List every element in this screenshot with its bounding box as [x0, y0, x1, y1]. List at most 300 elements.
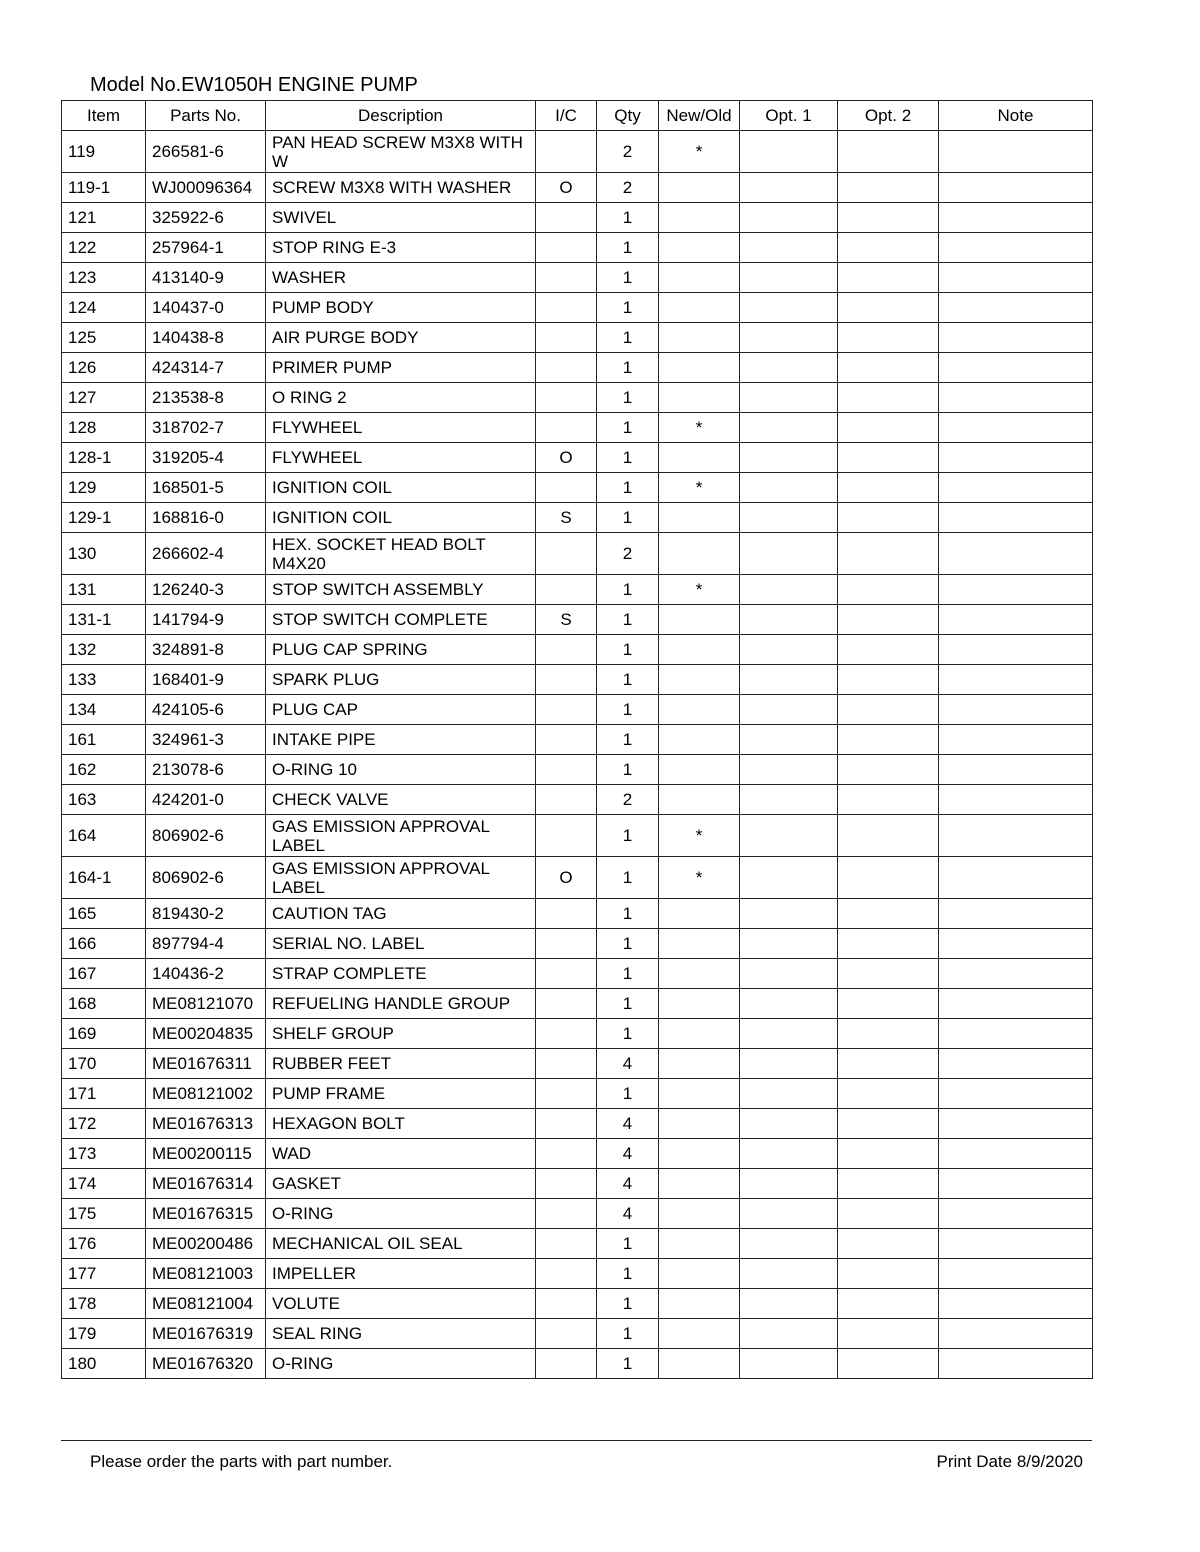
cell-description: IGNITION COIL — [266, 503, 536, 533]
cell-item: 131 — [62, 575, 146, 605]
cell-note — [939, 1169, 1093, 1199]
column-header-new-old: New/Old — [659, 101, 740, 131]
cell-description: O RING 2 — [266, 383, 536, 413]
cell-opt-1 — [740, 1109, 838, 1139]
column-header-description: Description — [266, 101, 536, 131]
cell-opt-1 — [740, 1169, 838, 1199]
cell-opt-1 — [740, 263, 838, 293]
cell-qty: 1 — [597, 857, 659, 899]
cell-opt-2 — [838, 1019, 939, 1049]
cell-opt-1 — [740, 635, 838, 665]
table-row — [62, 575, 1093, 605]
cell-opt-2 — [838, 383, 939, 413]
table-row — [62, 1049, 1093, 1079]
cell-parts-no: WJ00096364 — [146, 173, 266, 203]
cell-qty: 1 — [597, 1259, 659, 1289]
cell-new-old — [659, 1259, 740, 1289]
table-row — [62, 533, 1093, 575]
cell-opt-1 — [740, 173, 838, 203]
cell-opt-2 — [838, 989, 939, 1019]
cell-new-old — [659, 383, 740, 413]
parts-table-body — [62, 131, 1093, 1379]
table-row — [62, 413, 1093, 443]
cell-new-old — [659, 1289, 740, 1319]
cell-ic — [536, 1169, 597, 1199]
table-row — [62, 899, 1093, 929]
cell-opt-1 — [740, 533, 838, 575]
cell-parts-no: ME01676320 — [146, 1349, 266, 1379]
column-header-opt-2: Opt. 2 — [838, 101, 939, 131]
cell-note — [939, 725, 1093, 755]
cell-item: 170 — [62, 1049, 146, 1079]
cell-parts-no: 424105-6 — [146, 695, 266, 725]
cell-opt-2 — [838, 533, 939, 575]
cell-parts-no: ME08121004 — [146, 1289, 266, 1319]
cell-opt-1 — [740, 323, 838, 353]
cell-opt-1 — [740, 233, 838, 263]
table-row — [62, 1289, 1093, 1319]
cell-parts-no: 318702-7 — [146, 413, 266, 443]
cell-ic — [536, 1109, 597, 1139]
cell-description: PUMP BODY — [266, 293, 536, 323]
cell-ic — [536, 899, 597, 929]
cell-ic — [536, 1319, 597, 1349]
cell-new-old — [659, 1049, 740, 1079]
cell-qty: 1 — [597, 725, 659, 755]
cell-note — [939, 1139, 1093, 1169]
cell-parts-no: 319205-4 — [146, 443, 266, 473]
cell-parts-no: 806902-6 — [146, 815, 266, 857]
cell-parts-no: 168816-0 — [146, 503, 266, 533]
cell-new-old — [659, 959, 740, 989]
cell-description: FLYWHEEL — [266, 443, 536, 473]
cell-opt-1 — [740, 353, 838, 383]
cell-qty: 1 — [597, 443, 659, 473]
table-row — [62, 755, 1093, 785]
cell-parts-no: ME08121070 — [146, 989, 266, 1019]
cell-new-old: * — [659, 131, 740, 173]
cell-description: PLUG CAP SPRING — [266, 635, 536, 665]
cell-new-old — [659, 665, 740, 695]
cell-opt-2 — [838, 959, 939, 989]
cell-ic — [536, 575, 597, 605]
cell-opt-1 — [740, 1349, 838, 1379]
cell-new-old — [659, 293, 740, 323]
cell-item: 162 — [62, 755, 146, 785]
cell-qty: 1 — [597, 575, 659, 605]
cell-ic — [536, 1349, 597, 1379]
cell-opt-1 — [740, 857, 838, 899]
table-row — [62, 353, 1093, 383]
cell-parts-no: 141794-9 — [146, 605, 266, 635]
cell-ic — [536, 785, 597, 815]
cell-new-old: * — [659, 575, 740, 605]
cell-new-old — [659, 263, 740, 293]
cell-description: HEXAGON BOLT — [266, 1109, 536, 1139]
cell-note — [939, 233, 1093, 263]
cell-opt-2 — [838, 1109, 939, 1139]
cell-item: 163 — [62, 785, 146, 815]
cell-opt-1 — [740, 1139, 838, 1169]
cell-item: 165 — [62, 899, 146, 929]
cell-note — [939, 263, 1093, 293]
cell-opt-1 — [740, 695, 838, 725]
cell-ic — [536, 635, 597, 665]
cell-qty: 1 — [597, 323, 659, 353]
cell-item: 123 — [62, 263, 146, 293]
table-row — [62, 383, 1093, 413]
cell-parts-no: ME08121002 — [146, 1079, 266, 1109]
column-header-qty: Qty — [597, 101, 659, 131]
cell-new-old — [659, 1079, 740, 1109]
cell-note — [939, 989, 1093, 1019]
cell-new-old — [659, 1349, 740, 1379]
cell-parts-no: ME01676311 — [146, 1049, 266, 1079]
cell-qty: 1 — [597, 1079, 659, 1109]
cell-parts-no: 126240-3 — [146, 575, 266, 605]
cell-note — [939, 203, 1093, 233]
cell-opt-1 — [740, 959, 838, 989]
cell-new-old — [659, 233, 740, 263]
cell-item: 134 — [62, 695, 146, 725]
cell-ic: O — [536, 857, 597, 899]
cell-opt-2 — [838, 503, 939, 533]
cell-description: INTAKE PIPE — [266, 725, 536, 755]
cell-note — [939, 1259, 1093, 1289]
cell-opt-2 — [838, 323, 939, 353]
cell-note — [939, 665, 1093, 695]
cell-ic — [536, 815, 597, 857]
cell-opt-1 — [740, 989, 838, 1019]
cell-opt-1 — [740, 1319, 838, 1349]
cell-ic — [536, 755, 597, 785]
cell-new-old — [659, 173, 740, 203]
cell-item: 119-1 — [62, 173, 146, 203]
cell-opt-2 — [838, 473, 939, 503]
table-row — [62, 203, 1093, 233]
cell-ic — [536, 533, 597, 575]
cell-opt-1 — [740, 1019, 838, 1049]
cell-parts-no: ME01676315 — [146, 1199, 266, 1229]
parts-table — [61, 100, 1093, 1379]
cell-parts-no: 213078-6 — [146, 755, 266, 785]
cell-new-old — [659, 1019, 740, 1049]
cell-description: IGNITION COIL — [266, 473, 536, 503]
cell-ic: O — [536, 173, 597, 203]
cell-ic — [536, 725, 597, 755]
table-row — [62, 503, 1093, 533]
cell-note — [939, 605, 1093, 635]
cell-opt-2 — [838, 695, 939, 725]
cell-opt-2 — [838, 203, 939, 233]
cell-opt-2 — [838, 575, 939, 605]
cell-parts-no: 266581-6 — [146, 131, 266, 173]
cell-description: PUMP FRAME — [266, 1079, 536, 1109]
cell-note — [939, 1019, 1093, 1049]
cell-new-old — [659, 203, 740, 233]
cell-opt-1 — [740, 443, 838, 473]
cell-note — [939, 1349, 1093, 1379]
cell-qty: 4 — [597, 1139, 659, 1169]
cell-item: 172 — [62, 1109, 146, 1139]
cell-opt-1 — [740, 131, 838, 173]
cell-new-old — [659, 989, 740, 1019]
cell-qty: 1 — [597, 383, 659, 413]
table-row — [62, 1349, 1093, 1379]
cell-qty: 1 — [597, 635, 659, 665]
cell-parts-no: 140437-0 — [146, 293, 266, 323]
cell-note — [939, 575, 1093, 605]
table-row — [62, 1199, 1093, 1229]
cell-opt-1 — [740, 1049, 838, 1079]
table-row — [62, 443, 1093, 473]
cell-note — [939, 323, 1093, 353]
cell-parts-no: 897794-4 — [146, 929, 266, 959]
cell-note — [939, 173, 1093, 203]
cell-note — [939, 503, 1093, 533]
cell-item: 126 — [62, 353, 146, 383]
cell-ic — [536, 1199, 597, 1229]
cell-qty: 2 — [597, 173, 659, 203]
cell-qty: 1 — [597, 293, 659, 323]
cell-description: AIR PURGE BODY — [266, 323, 536, 353]
cell-item: 178 — [62, 1289, 146, 1319]
cell-parts-no: 213538-8 — [146, 383, 266, 413]
cell-parts-no: 168401-9 — [146, 665, 266, 695]
cell-item: 129 — [62, 473, 146, 503]
table-row — [62, 131, 1093, 173]
cell-description: O-RING — [266, 1199, 536, 1229]
cell-parts-no: 424314-7 — [146, 353, 266, 383]
cell-item: 166 — [62, 929, 146, 959]
cell-ic — [536, 233, 597, 263]
cell-item: 132 — [62, 635, 146, 665]
cell-opt-2 — [838, 815, 939, 857]
cell-new-old: * — [659, 413, 740, 443]
cell-ic — [536, 263, 597, 293]
table-row — [62, 959, 1093, 989]
cell-description: MECHANICAL OIL SEAL — [266, 1229, 536, 1259]
cell-new-old: * — [659, 473, 740, 503]
cell-description: IMPELLER — [266, 1259, 536, 1289]
cell-opt-1 — [740, 725, 838, 755]
cell-parts-no: ME08121003 — [146, 1259, 266, 1289]
cell-note — [939, 293, 1093, 323]
cell-opt-1 — [740, 293, 838, 323]
cell-note — [939, 443, 1093, 473]
cell-item: 168 — [62, 989, 146, 1019]
cell-opt-2 — [838, 173, 939, 203]
cell-item: 175 — [62, 1199, 146, 1229]
cell-description: FLYWHEEL — [266, 413, 536, 443]
cell-note — [939, 755, 1093, 785]
cell-qty: 1 — [597, 605, 659, 635]
cell-ic — [536, 1289, 597, 1319]
cell-parts-no: ME00200115 — [146, 1139, 266, 1169]
cell-description: CHECK VALVE — [266, 785, 536, 815]
cell-parts-no: 168501-5 — [146, 473, 266, 503]
cell-opt-1 — [740, 605, 838, 635]
table-row — [62, 635, 1093, 665]
table-row — [62, 815, 1093, 857]
cell-qty: 1 — [597, 203, 659, 233]
table-header-row — [62, 101, 1093, 131]
cell-qty: 1 — [597, 695, 659, 725]
cell-qty: 1 — [597, 263, 659, 293]
table-row — [62, 1169, 1093, 1199]
cell-ic — [536, 131, 597, 173]
cell-opt-1 — [740, 383, 838, 413]
cell-description: WAD — [266, 1139, 536, 1169]
table-row — [62, 1139, 1093, 1169]
cell-opt-1 — [740, 785, 838, 815]
table-row — [62, 263, 1093, 293]
cell-description: STRAP COMPLETE — [266, 959, 536, 989]
cell-note — [939, 785, 1093, 815]
cell-ic: S — [536, 605, 597, 635]
cell-item: 180 — [62, 1349, 146, 1379]
cell-opt-2 — [838, 1169, 939, 1199]
table-row — [62, 929, 1093, 959]
cell-note — [939, 959, 1093, 989]
cell-new-old — [659, 1109, 740, 1139]
column-header-item: Item — [62, 101, 146, 131]
cell-parts-no: ME00200486 — [146, 1229, 266, 1259]
cell-description: STOP RING E-3 — [266, 233, 536, 263]
table-row — [62, 665, 1093, 695]
cell-opt-1 — [740, 755, 838, 785]
cell-opt-2 — [838, 857, 939, 899]
cell-item: 177 — [62, 1259, 146, 1289]
cell-note — [939, 815, 1093, 857]
cell-description: PLUG CAP — [266, 695, 536, 725]
cell-qty: 2 — [597, 785, 659, 815]
cell-item: 169 — [62, 1019, 146, 1049]
column-header-ic: I/C — [536, 101, 597, 131]
cell-opt-2 — [838, 665, 939, 695]
cell-item: 127 — [62, 383, 146, 413]
cell-qty: 1 — [597, 1229, 659, 1259]
cell-qty: 1 — [597, 1319, 659, 1349]
cell-opt-1 — [740, 665, 838, 695]
cell-parts-no: 324961-3 — [146, 725, 266, 755]
cell-note — [939, 1109, 1093, 1139]
cell-ic: O — [536, 443, 597, 473]
column-header-opt-1: Opt. 1 — [740, 101, 838, 131]
cell-ic — [536, 383, 597, 413]
cell-item: 174 — [62, 1169, 146, 1199]
table-row — [62, 233, 1093, 263]
cell-opt-1 — [740, 473, 838, 503]
footer-divider — [61, 1440, 1092, 1441]
table-row — [62, 293, 1093, 323]
cell-qty: 2 — [597, 533, 659, 575]
table-row — [62, 1019, 1093, 1049]
cell-item: 121 — [62, 203, 146, 233]
cell-note — [939, 533, 1093, 575]
cell-description: SCREW M3X8 WITH WASHER — [266, 173, 536, 203]
cell-ic — [536, 293, 597, 323]
cell-qty: 1 — [597, 503, 659, 533]
cell-ic — [536, 1049, 597, 1079]
cell-ic — [536, 413, 597, 443]
cell-ic — [536, 1259, 597, 1289]
cell-new-old — [659, 1319, 740, 1349]
cell-opt-1 — [740, 1199, 838, 1229]
cell-qty: 4 — [597, 1199, 659, 1229]
cell-description: SPARK PLUG — [266, 665, 536, 695]
table-row — [62, 173, 1093, 203]
cell-ic — [536, 1019, 597, 1049]
cell-new-old — [659, 323, 740, 353]
cell-ic — [536, 959, 597, 989]
cell-new-old — [659, 605, 740, 635]
cell-opt-2 — [838, 1229, 939, 1259]
cell-opt-2 — [838, 1049, 939, 1079]
cell-opt-1 — [740, 1229, 838, 1259]
column-header-note: Note — [939, 101, 1093, 131]
cell-opt-2 — [838, 1199, 939, 1229]
cell-parts-no: 140438-8 — [146, 323, 266, 353]
table-row — [62, 605, 1093, 635]
cell-note — [939, 635, 1093, 665]
cell-description: SWIVEL — [266, 203, 536, 233]
cell-description: WASHER — [266, 263, 536, 293]
cell-opt-1 — [740, 503, 838, 533]
cell-parts-no: ME00204835 — [146, 1019, 266, 1049]
cell-opt-1 — [740, 203, 838, 233]
table-row — [62, 695, 1093, 725]
cell-description: CAUTION TAG — [266, 899, 536, 929]
cell-parts-no: 413140-9 — [146, 263, 266, 293]
cell-item: 133 — [62, 665, 146, 695]
table-row — [62, 1319, 1093, 1349]
cell-opt-2 — [838, 413, 939, 443]
cell-opt-1 — [740, 929, 838, 959]
cell-qty: 4 — [597, 1169, 659, 1199]
cell-opt-2 — [838, 605, 939, 635]
cell-parts-no: ME01676319 — [146, 1319, 266, 1349]
cell-description: VOLUTE — [266, 1289, 536, 1319]
cell-item: 164 — [62, 815, 146, 857]
cell-new-old — [659, 1139, 740, 1169]
cell-parts-no: 257964-1 — [146, 233, 266, 263]
cell-parts-no: 806902-6 — [146, 857, 266, 899]
cell-parts-no: 140436-2 — [146, 959, 266, 989]
page-title: Model No.EW1050H ENGINE PUMP — [90, 74, 418, 96]
cell-new-old: * — [659, 857, 740, 899]
cell-description: SERIAL NO. LABEL — [266, 929, 536, 959]
cell-opt-2 — [838, 131, 939, 173]
cell-opt-1 — [740, 575, 838, 605]
cell-description: HEX. SOCKET HEAD BOLT M4X20 — [266, 533, 536, 575]
cell-note — [939, 695, 1093, 725]
cell-note — [939, 131, 1093, 173]
cell-ic — [536, 1229, 597, 1259]
cell-description: PRIMER PUMP — [266, 353, 536, 383]
cell-parts-no: 325922-6 — [146, 203, 266, 233]
cell-note — [939, 1319, 1093, 1349]
cell-qty: 1 — [597, 1349, 659, 1379]
cell-new-old — [659, 785, 740, 815]
cell-item: 167 — [62, 959, 146, 989]
cell-item: 131-1 — [62, 605, 146, 635]
cell-item: 122 — [62, 233, 146, 263]
cell-description: O-RING 10 — [266, 755, 536, 785]
cell-qty: 2 — [597, 131, 659, 173]
cell-qty: 1 — [597, 1019, 659, 1049]
cell-ic: S — [536, 503, 597, 533]
